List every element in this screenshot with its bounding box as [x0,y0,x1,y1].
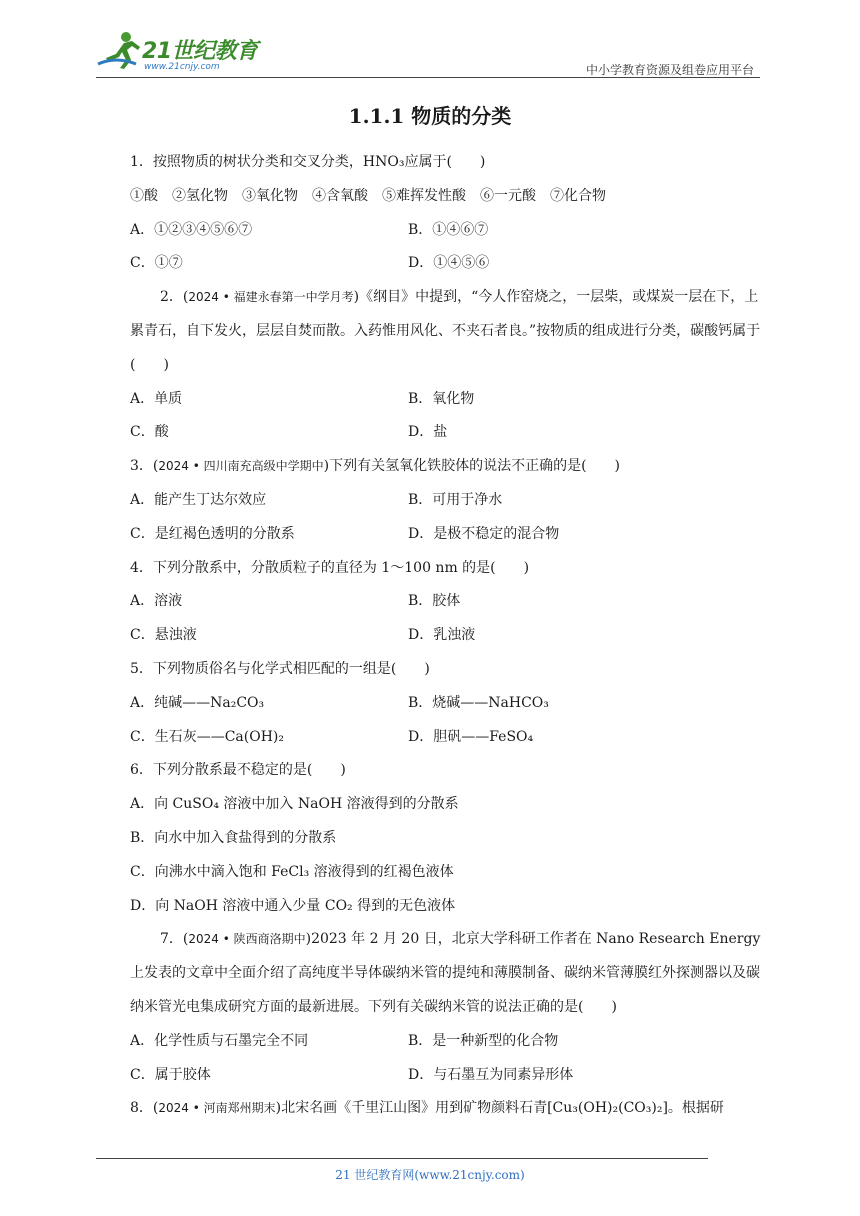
option-b: B．氧化物 [408,390,475,407]
question-2-options-row-1 [100,383,762,417]
question-8-stem [100,1092,762,1126]
question-list [100,146,762,1126]
option-b: B．胶体 [408,593,461,610]
option-a: A．纯碱——Na₂CO₃ [130,694,265,711]
footer-link[interactable]: 21 世纪教育网(www.21cnjy.com) [335,1168,525,1182]
logo-text: 21世纪教育 [142,39,258,64]
logo-url: www.21cnjy.com [144,62,220,72]
question-7-options-row-1 [100,1025,762,1059]
option-c: C．①⑦ [130,255,183,272]
question-1-stem: 1．按照物质的树状分类和交叉分类，HNO₃应属于( ) [130,154,486,170]
question-3-number: 3．( [130,458,159,475]
footer-divider [96,1158,708,1159]
question-3-options-row-2 [100,518,762,552]
question-1-options-row-2 [100,247,762,281]
option-a: A．能产生丁达尔效应 [130,491,267,508]
question-3-text: )下列有关氢氧化铁胶体的说法不正确的是( ) [323,458,621,475]
option-b: B．可用于净水 [408,491,503,508]
runner-logo-icon [96,30,142,70]
question-3-stem [100,450,762,484]
question-7-text: )2023 年 2 月 20 日，北京大学科研工作者在 Nano Research Energy 上发表的文章中全面介绍了高纯度半导体碳纳米管的提纯和薄膜制备、碳纳米管薄膜红外探测器以及碳纳米管光电集成研究方面的最新进展。下列有关碳纳米管的说法正确的是( ) [130,931,761,1015]
question-5-options-row-1 [100,687,762,721]
option-b: B．烧碱——NaHCO₃ [408,694,549,711]
option-a: A．单质 [130,390,183,407]
option-c: C．生石灰——Ca(OH)₂ [130,728,284,745]
page-header [0,0,860,80]
question-4-stem: 4．下列分散系中，分散质粒子的直径为 1～100 nm 的是( ) [130,559,530,576]
question-8-source: 2024 • 河南郑州期末 [158,1101,276,1116]
question-7-stem [100,923,762,1024]
option-d: D．与石墨互为同素异形体 [408,1066,574,1083]
option-b: B．①④⑥⑦ [408,221,489,238]
question-4-options-row-1 [100,585,762,619]
question-5-options-row-2 [100,721,762,755]
option-d: D．向 NaOH 溶液中通入少量 CO₂ 得到的无色液体 [130,897,456,914]
question-2-source: 2024 • 福建永春第一中学月考 [188,290,354,305]
option-d: D．①④⑤⑥ [408,255,490,272]
question-4-options-row-2 [100,619,762,653]
option-a: A．①②③④⑤⑥⑦ [130,221,253,238]
option-a: A．化学性质与石墨完全不同 [130,1032,309,1049]
page-title: 1.1.1 物质的分类 [348,104,512,128]
option-d: D．胆矾——FeSO₄ [408,728,534,745]
question-3-options-row-1 [100,484,762,518]
platform-name: 中小学教育资源及组卷应用平台 [585,63,754,77]
question-5-stem: 5．下列物质俗名与化学式相匹配的一组是( ) [130,660,430,677]
question-1-items: ①酸 ②氢化物 ③氧化物 ④含氧酸 ⑤难挥发性酸 ⑥一元酸 ⑦化合物 [130,187,606,204]
option-a: A．向 CuSO₄ 溶液中加入 NaOH 溶液得到的分散系 [130,796,459,813]
option-c: C．酸 [130,424,169,441]
question-8-text: )北宋名画《千里江山图》用到矿物颜料石青[Cu₃(OH)₂(CO₃)₂]。根据研 [275,1100,724,1117]
question-7-source: 2024 • 陕西商洛期中 [188,932,306,947]
option-c: C．是红褐色透明的分散系 [130,525,295,542]
option-d: D．盐 [408,424,448,441]
question-8-number: 8．( [130,1100,159,1117]
option-b: B．是一种新型的化合物 [408,1032,559,1049]
option-d: D．乳浊液 [408,627,476,644]
option-a: A．溶液 [130,593,183,610]
site-logo[interactable] [96,30,266,78]
question-6-stem: 6．下列分散系最不稳定的是( ) [130,762,346,779]
question-2-number: 2．( [160,289,189,306]
option-c: C．悬浊液 [130,627,197,644]
question-2-options-row-2 [100,416,762,450]
question-7-number: 7．( [160,931,189,948]
question-7-options-row-2 [100,1059,762,1093]
question-1-options-row-1 [100,214,762,248]
option-d: D．是极不稳定的混合物 [408,525,560,542]
header-divider [96,77,760,78]
option-c: C．向沸水中滴入饱和 FeCl₃ 溶液得到的红褐色液体 [130,863,454,880]
question-2-stem [100,281,762,382]
question-3-source: 2024 • 四川南充高级中学期中 [158,459,324,474]
option-b: B．向水中加入食盐得到的分散系 [130,829,337,846]
option-c: C．属于胶体 [130,1066,211,1083]
question-2-text: )《纲目》中提到，“今人作窑烧之，一层柴，或煤炭一层在下，上累青石，自下发火，层层自焚而散。入药惟用风化、不夹石者良。”按物质的组成进行分类，碳酸钙属于( ) [130,289,761,373]
